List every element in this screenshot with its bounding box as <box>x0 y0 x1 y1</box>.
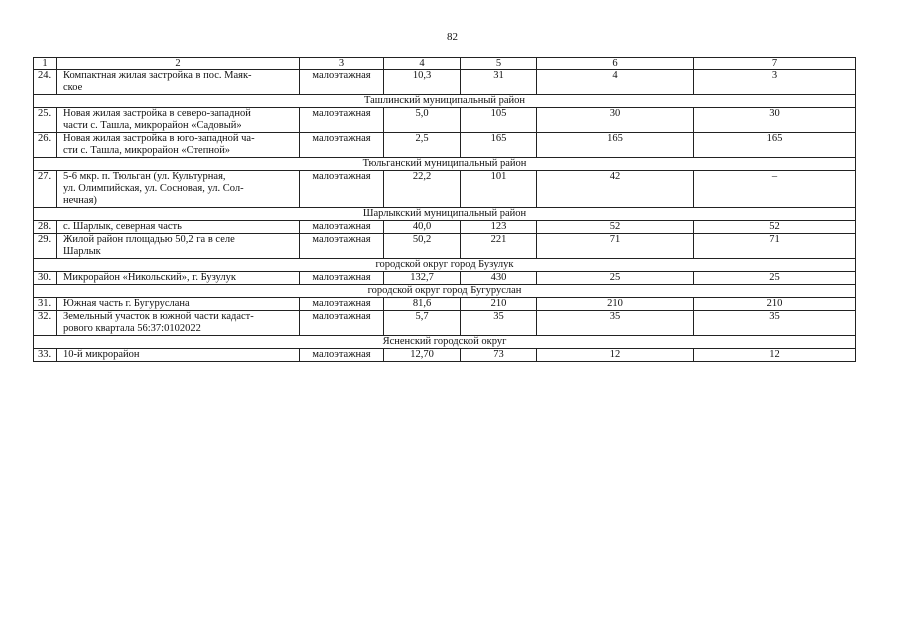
object-name-line: 5-6 мкр. п. Тюльган (ул. Культурная, <box>63 171 226 182</box>
col4-value: 50,2 <box>384 234 461 259</box>
section-row <box>34 259 856 272</box>
row-number: 29. <box>34 234 57 259</box>
col7-value: 71 <box>694 234 856 259</box>
object-name-line: сти с. Ташла, микрорайон «Степной» <box>63 145 231 156</box>
col5-value: 123 <box>461 221 537 234</box>
col4-value: 10,3 <box>384 70 461 95</box>
col4-value: 22,2 <box>384 171 461 208</box>
building-type: малоэтажная <box>300 171 384 208</box>
building-type: малоэтажная <box>300 133 384 158</box>
section-title: Шарлыкский муниципальный район <box>34 208 856 221</box>
section-title: Тюльганский муниципальный район <box>34 158 856 171</box>
object-name-line: ское <box>63 82 83 93</box>
col5-value: 105 <box>461 108 537 133</box>
col6-value: 165 <box>537 133 694 158</box>
object-name <box>57 272 300 285</box>
header-row <box>34 58 856 70</box>
object-name-line: Земельный участок в южной части кадаст- <box>63 311 254 322</box>
col7-value: 52 <box>694 221 856 234</box>
table-row <box>34 272 856 285</box>
col7-value: 30 <box>694 108 856 133</box>
col6-value: 30 <box>537 108 694 133</box>
object-name-line: Компактная жилая застройка в пос. Маяк- <box>63 70 252 81</box>
col5-value: 165 <box>461 133 537 158</box>
object-name-line: ул. Олимпийская, ул. Сосновая, ул. Сол- <box>63 183 244 194</box>
object-name <box>57 221 300 234</box>
header-cell: 3 <box>300 58 384 70</box>
header-cell: 1 <box>34 58 57 70</box>
row-number: 33. <box>34 349 57 362</box>
object-name-line: нечная) <box>63 195 97 206</box>
row-number: 28. <box>34 221 57 234</box>
col5-value: 31 <box>461 70 537 95</box>
object-name-line: Микрорайон «Никольский», г. Бузулук <box>63 272 236 283</box>
col6-value: 210 <box>537 298 694 311</box>
col6-value: 71 <box>537 234 694 259</box>
col6-value: 35 <box>537 311 694 336</box>
section-row <box>34 336 856 349</box>
col7-value: 165 <box>694 133 856 158</box>
section-row <box>34 158 856 171</box>
table-row <box>34 311 856 336</box>
table-row <box>34 133 856 158</box>
col5-value: 430 <box>461 272 537 285</box>
col7-value: 12 <box>694 349 856 362</box>
building-type: малоэтажная <box>300 108 384 133</box>
page-number: 82 <box>447 31 458 43</box>
object-name <box>57 70 300 95</box>
building-type: малоэтажная <box>300 221 384 234</box>
object-name-line: Южная часть г. Бугуруслана <box>63 298 190 309</box>
col4-value: 12,70 <box>384 349 461 362</box>
object-name <box>57 311 300 336</box>
object-name-line: с. Шарлык, северная часть <box>63 221 182 232</box>
row-number: 25. <box>34 108 57 133</box>
row-number: 32. <box>34 311 57 336</box>
object-name-line: рового квартала 56:37:0102022 <box>63 323 201 334</box>
table-row <box>34 171 856 208</box>
housing-table <box>33 57 856 362</box>
col4-value: 5,0 <box>384 108 461 133</box>
building-type: малоэтажная <box>300 70 384 95</box>
col4-value: 81,6 <box>384 298 461 311</box>
building-type: малоэтажная <box>300 298 384 311</box>
table-row <box>34 108 856 133</box>
row-number: 24. <box>34 70 57 95</box>
col7-value: – <box>694 171 856 208</box>
section-row <box>34 95 856 108</box>
building-type: малоэтажная <box>300 349 384 362</box>
object-name <box>57 349 300 362</box>
table-row <box>34 70 856 95</box>
col7-value: 35 <box>694 311 856 336</box>
col4-value: 5,7 <box>384 311 461 336</box>
col5-value: 221 <box>461 234 537 259</box>
table-row <box>34 349 856 362</box>
col7-value: 210 <box>694 298 856 311</box>
col6-value: 42 <box>537 171 694 208</box>
row-number: 26. <box>34 133 57 158</box>
section-row <box>34 208 856 221</box>
building-type: малоэтажная <box>300 234 384 259</box>
object-name-line: Новая жилая застройка в юго-западной ча- <box>63 133 255 144</box>
building-type: малоэтажная <box>300 272 384 285</box>
col4-value: 132,7 <box>384 272 461 285</box>
col7-value: 25 <box>694 272 856 285</box>
header-cell: 5 <box>461 58 537 70</box>
header-cell: 6 <box>537 58 694 70</box>
col5-value: 35 <box>461 311 537 336</box>
object-name <box>57 108 300 133</box>
building-type: малоэтажная <box>300 311 384 336</box>
object-name-line: Шарлык <box>63 246 101 257</box>
section-title: Ташлинский муниципальный район <box>34 95 856 108</box>
object-name-line: Новая жилая застройка в северо-западной <box>63 108 251 119</box>
col6-value: 12 <box>537 349 694 362</box>
col5-value: 210 <box>461 298 537 311</box>
row-number: 30. <box>34 272 57 285</box>
header-cell: 4 <box>384 58 461 70</box>
header-cell: 2 <box>57 58 300 70</box>
col4-value: 2,5 <box>384 133 461 158</box>
col6-value: 25 <box>537 272 694 285</box>
object-name-line: части с. Ташла, микрорайон «Садовый» <box>63 120 242 131</box>
table-row <box>34 298 856 311</box>
object-name-line: 10-й микрорайон <box>63 349 140 360</box>
section-title: городской округ город Бузулук <box>34 259 856 272</box>
col4-value: 40,0 <box>384 221 461 234</box>
row-number: 31. <box>34 298 57 311</box>
object-name <box>57 171 300 208</box>
section-title: городской округ город Бугуруслан <box>34 285 856 298</box>
col5-value: 73 <box>461 349 537 362</box>
col6-value: 52 <box>537 221 694 234</box>
col5-value: 101 <box>461 171 537 208</box>
object-name <box>57 234 300 259</box>
header-cell: 7 <box>694 58 856 70</box>
section-title: Ясненский городской округ <box>34 336 856 349</box>
row-number: 27. <box>34 171 57 208</box>
object-name <box>57 133 300 158</box>
col6-value: 4 <box>537 70 694 95</box>
table-row <box>34 221 856 234</box>
object-name <box>57 298 300 311</box>
col7-value: 3 <box>694 70 856 95</box>
section-row <box>34 285 856 298</box>
object-name-line: Жилой район площадью 50,2 га в селе <box>63 234 235 245</box>
table-row <box>34 234 856 259</box>
